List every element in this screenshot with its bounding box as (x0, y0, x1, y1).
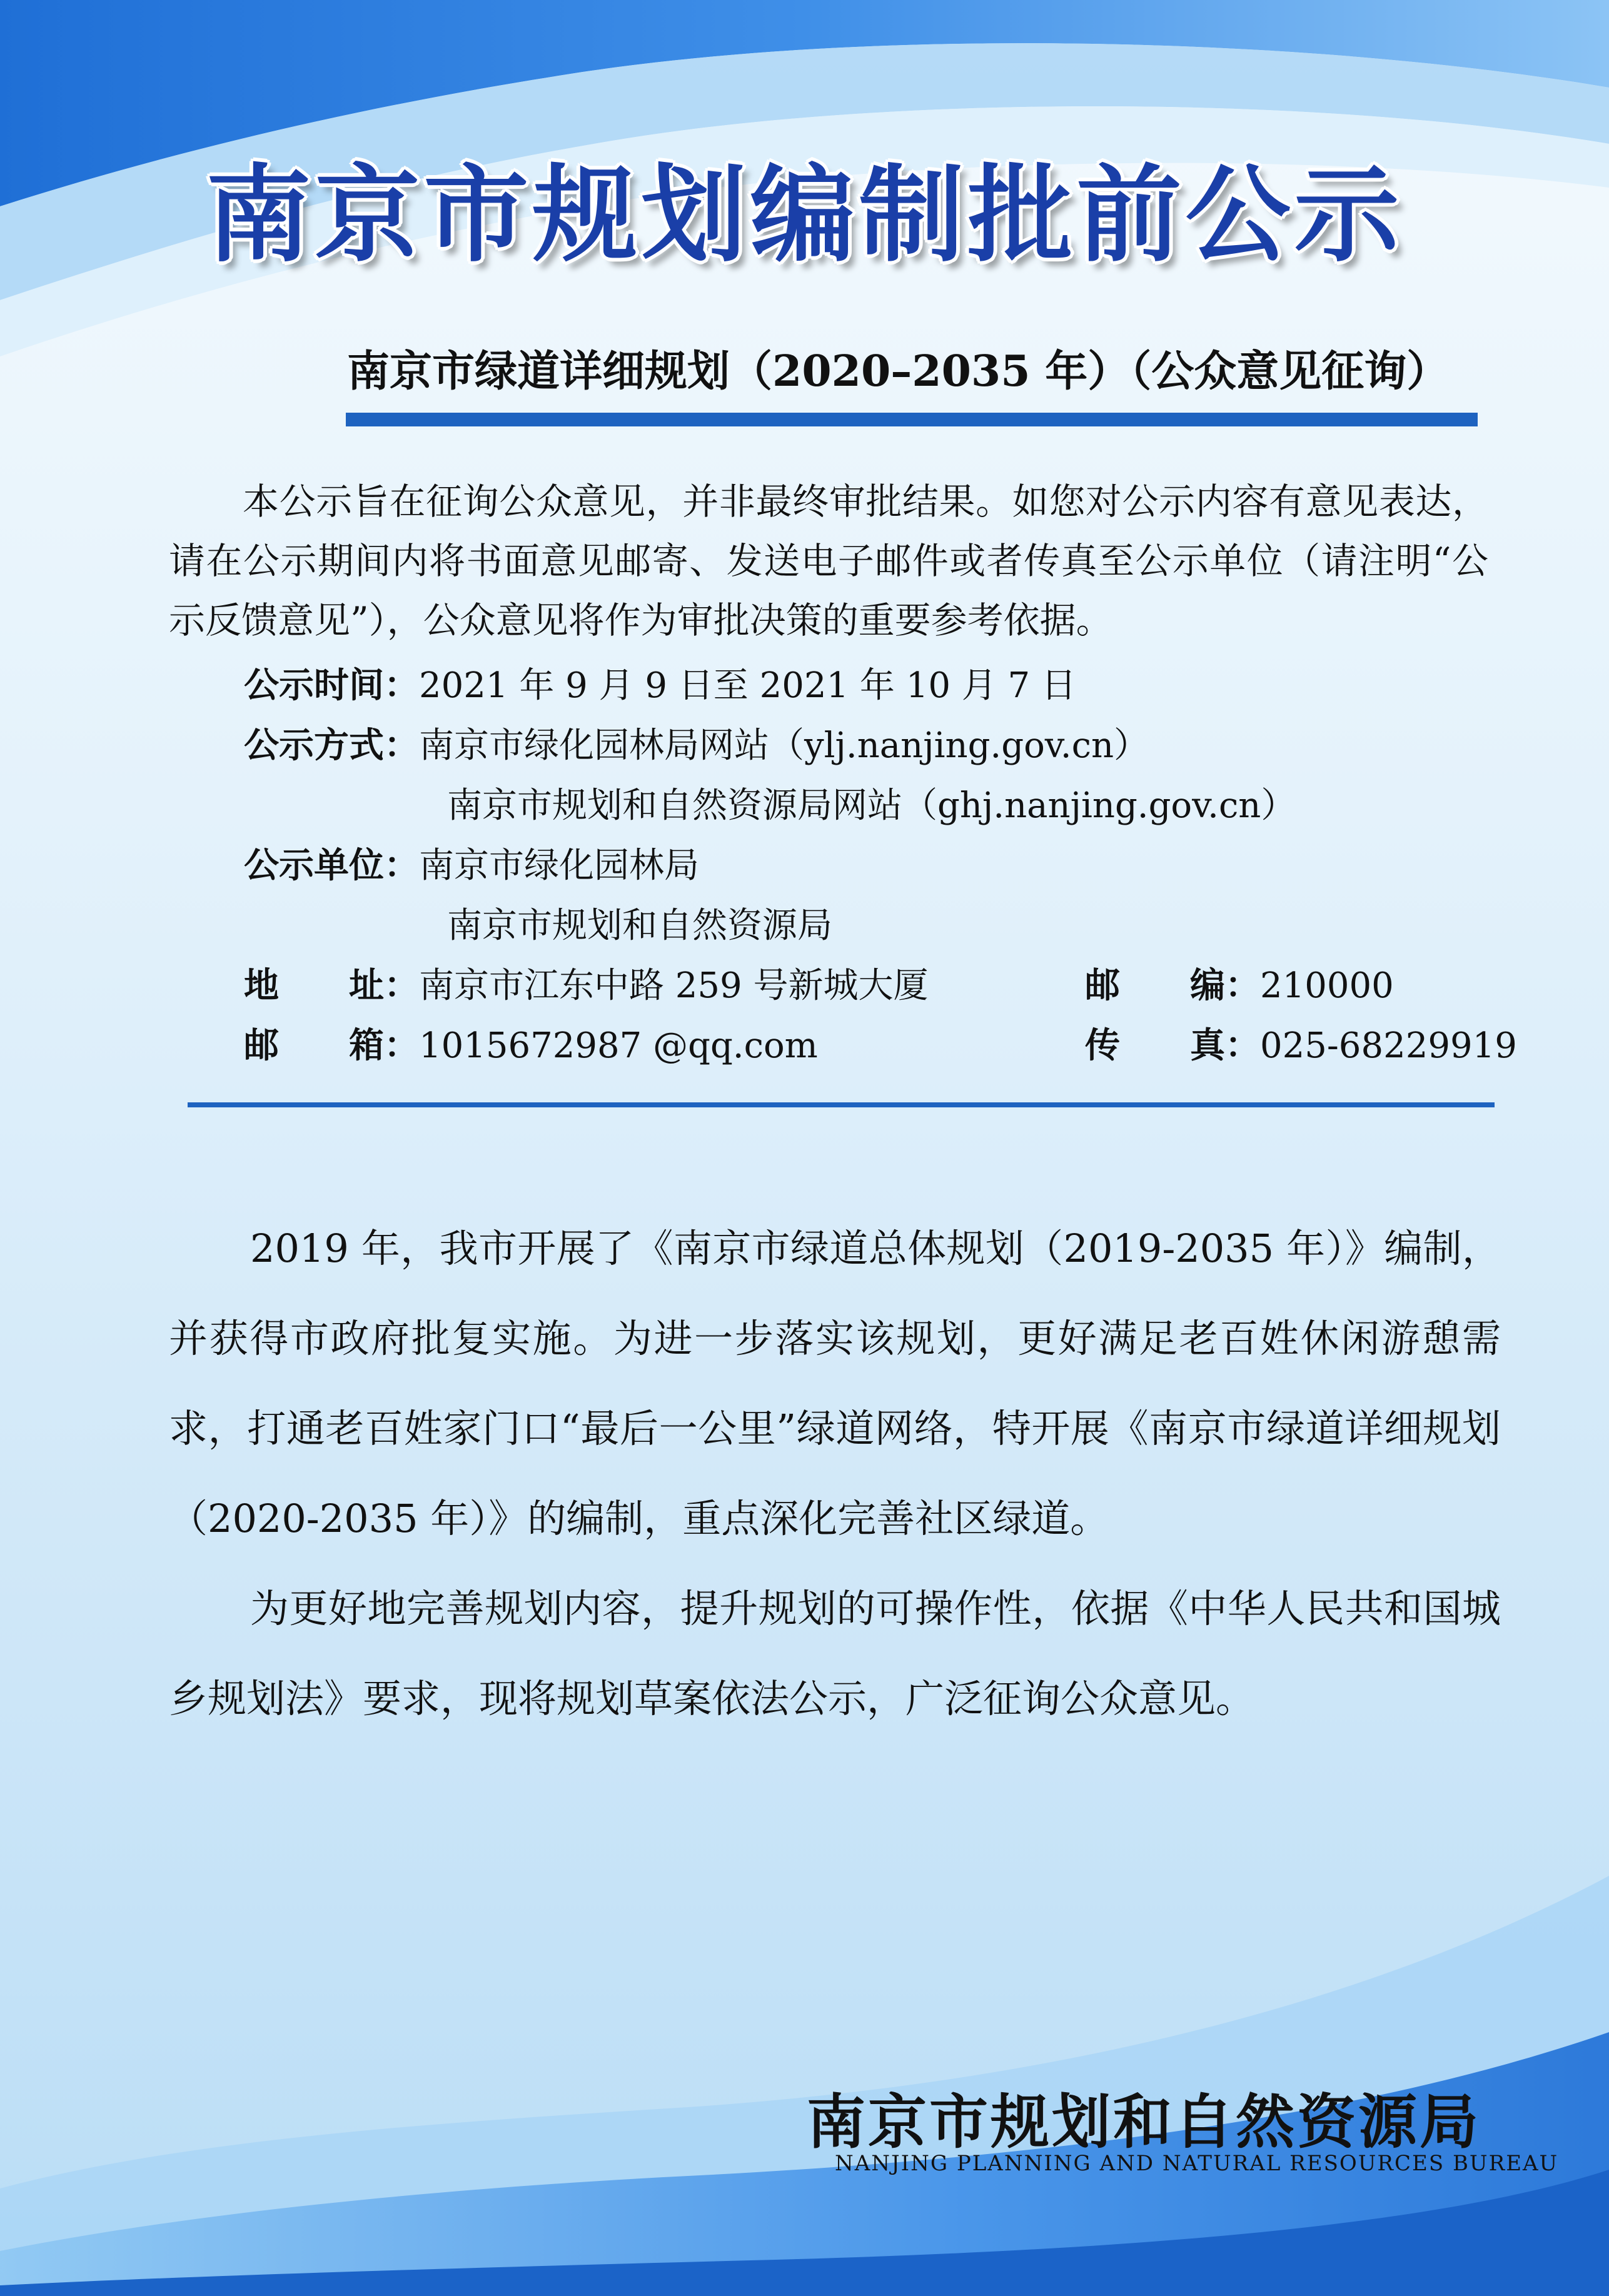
method-value-2: 南京市规划和自然资源局网站（ghj.nanjing.gov.cn） (447, 785, 1296, 826)
method-value-1: 南京市绿化园林局网站（ylj.nanjing.gov.cn） (419, 725, 1149, 766)
unit-value-1: 南京市绿化园林局 (419, 845, 699, 886)
body-text (169, 1204, 1501, 1744)
notice-rule (188, 1102, 1495, 1107)
fax-value: 025-68229919 (1260, 1025, 1517, 1066)
notice-paragraph: 本公示旨在征询公众意见，并非最终审批结果。如您对公示内容有意见表达，请在公示期间内将书面意见邮寄、发送电子邮件或者传真至公示单位（请注明“公示反馈意见”），公众意见将作为审批决策的重要参考依据。 (169, 480, 1488, 642)
footer-org-name: 南京市规划和自然资源局 (807, 2088, 1481, 2157)
unit-row (244, 838, 699, 888)
postcode-label: 邮 编： (1085, 965, 1260, 1006)
page-subtitle: 南京市绿道详细规划（2020–2035 年）（公众意见征询） (347, 346, 1450, 396)
address-label: 地 址： (244, 965, 419, 1006)
address-row (244, 958, 929, 1008)
postcode-value: 210000 (1260, 965, 1394, 1006)
address-value: 南京市江东中路 259 号新城大厦 (419, 965, 929, 1006)
unit-value-2: 南京市规划和自然资源局 (447, 905, 832, 946)
body-paragraph-1: 2019 年，我市开展了《南京市绿道总体规划（2019-2035 年）》编制，并获得市政府批复实施。为进一步落实该规划，更好满足老百姓休闲游憩需求，打通老百姓家门口“最后一公里”绿道网络，特开展《南京市绿道详细规划（2020-2035 年）》的编制，重点深化完善社区绿道。 (169, 1226, 1501, 1541)
email-row (244, 1018, 818, 1068)
email-label: 邮 箱： (244, 1025, 419, 1066)
subtitle-rule (346, 413, 1478, 426)
unit-row-2 (447, 898, 832, 948)
period-label: 公示时间： (244, 665, 419, 706)
method-row-2 (447, 778, 1296, 828)
method-label: 公示方式： (244, 725, 419, 766)
period-value: 2021 年 9 月 9 日至 2021 年 10 月 7 日 (419, 665, 1076, 706)
fax-row (1085, 1018, 1517, 1068)
email-value: 1015672987 @qq.com (419, 1025, 818, 1066)
unit-label: 公示单位： (244, 845, 419, 886)
page-title: 南京市规划编制批前公示 (206, 153, 1403, 276)
footer-org-english: NANJING PLANNING AND NATURAL RESOURCES BUREAU (835, 2151, 1559, 2176)
postcode-row (1085, 958, 1394, 1008)
period-row (244, 658, 1076, 708)
fax-label: 传 真： (1085, 1025, 1260, 1066)
notice-block (169, 472, 1488, 650)
method-row (244, 718, 1149, 768)
body-paragraph-2: 为更好地完善规划内容，提升规划的可操作性，依据《中华人民共和国城乡规划法》要求，现将规划草案依法公示，广泛征询公众意见。 (169, 1586, 1501, 1721)
